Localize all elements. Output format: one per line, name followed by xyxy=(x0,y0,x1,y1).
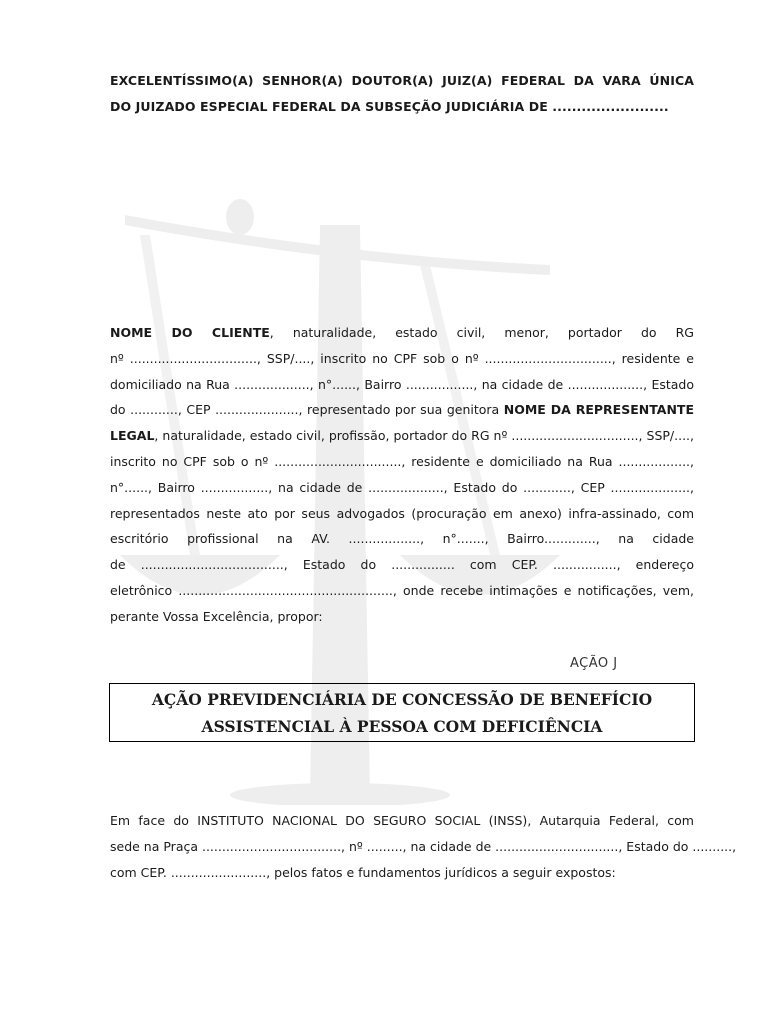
qualification-line: representados neste ato por seus advogados (procuração em anexo) infra-assinado, com xyxy=(110,505,694,521)
header-line-1: EXCELENTÍSSIMO(A) SENHOR(A) DOUTOR(A) JUIZ(A) FEDERAL DA VARA ÚNICA xyxy=(110,73,694,88)
qualification-line: nº ................................, SSP/...., inscrito no CPF sob o nº ................................, residente e xyxy=(110,350,694,366)
ghost-text: AÇÃO J xyxy=(570,656,618,671)
qualification-line: perante Vossa Excelência, propor: xyxy=(110,608,323,624)
defendant-line: Em face do INSTITUTO NACIONAL DO SEGURO SOCIAL (INSS), Autarquia Federal, com xyxy=(110,813,694,828)
inss-name: INSTITUTO NACIONAL DO SEGURO SOCIAL (INSS) xyxy=(197,813,528,828)
qualification-line: LEGAL, naturalidade, estado civil, profissão, portador do RG nº ................................, SSP/...., xyxy=(110,428,694,444)
qualification-line: inscrito no CPF sob o nº ................................, residente e domiciliado na Rua .................., xyxy=(110,453,694,469)
client-name: NOME DO CLIENTE xyxy=(110,325,270,340)
action-title-line-1: AÇÃO PREVIDENCIÁRIA DE CONCESSÃO DE BENEFÍCIO xyxy=(151,690,653,709)
representative-legal: LEGAL xyxy=(110,428,155,444)
defendant-line: com CEP. ........................, pelos fatos e fundamentos jurídicos a seguir expostos: xyxy=(110,865,616,880)
defendant-line: sede na Praça ..................................., nº ........., na cidade de ..............................., Estado do .........., xyxy=(110,839,737,854)
qualification-line: domiciliado na Rua ..................., n°......, Bairro ................., na cidade de ..................., Estado xyxy=(110,376,694,392)
header-line-2: DO JUIZADO ESPECIAL FEDERAL DA SUBSEÇÃO JUDICIÁRIA DE ........................ xyxy=(110,99,669,114)
court-address-header xyxy=(110,68,694,120)
representative-name: NOME DA REPRESENTANTE xyxy=(503,402,694,418)
action-title-box xyxy=(109,683,695,742)
defendant-paragraph xyxy=(110,808,737,886)
qualification-line: eletrônico ......................................................, onde recebe intimações e notificações, vem, xyxy=(110,582,694,598)
qualification-line: n°......, Bairro ................., na cidade de ..................., Estado do ............, CEP ...................., xyxy=(110,479,694,495)
qualification-line: NOME DO CLIENTE, naturalidade, estado civil, menor, portador do RG xyxy=(110,325,694,340)
qualification-line: escritório profissional na AV. .................., n°......., Bairro............., na cidade xyxy=(110,531,694,547)
action-title-line-2: ASSISTENCIAL À PESSOA COM DEFICIÊNCIA xyxy=(201,717,603,736)
qualification-line: do ............, CEP ....................., representado por sua genitora NOME DA REPRESENTANTE xyxy=(110,402,694,418)
qualification-line: de ...................................., Estado do ................ com CEP. ................, endereço xyxy=(110,557,694,573)
qualification-paragraph xyxy=(110,320,694,630)
